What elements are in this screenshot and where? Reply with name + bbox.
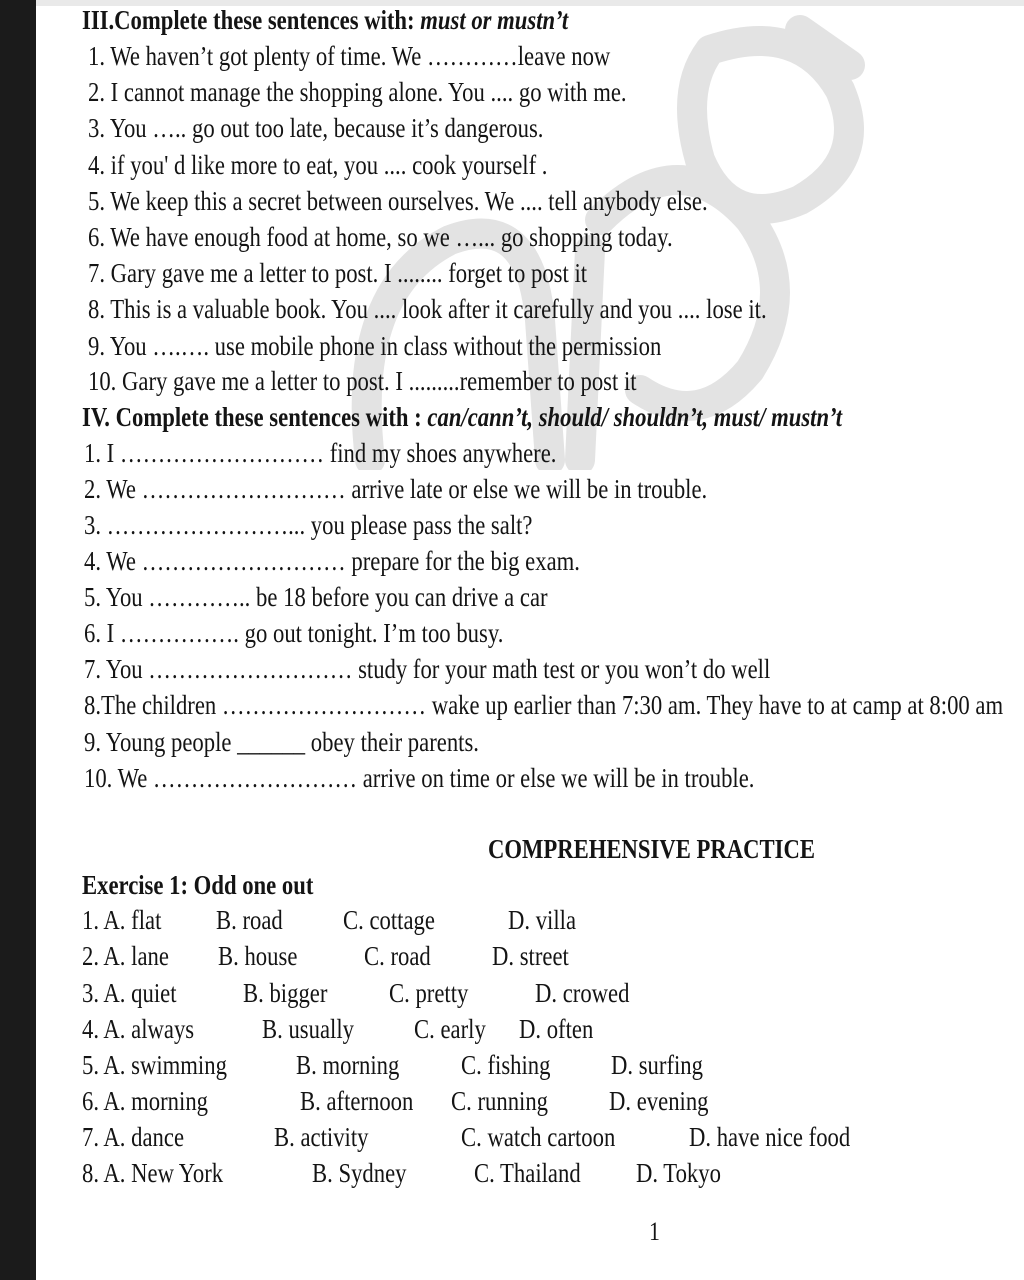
section-4-item: 7. You ……………………… study for your math test or you won’t do well (84, 654, 771, 684)
worksheet-page (36, 0, 1024, 1280)
odd-one-out-option-c: C. running (451, 1086, 549, 1116)
section-3-item: 6. We have enough food at home, so we …... go shopping today. (88, 222, 673, 252)
section-3-heading-emphasis: must or mustn’t (420, 5, 569, 35)
section-4-item: 10. We ……………………… arrive on time or else we will be in trouble. (84, 763, 755, 793)
odd-one-out-option-b: B. Sydney (312, 1158, 407, 1188)
section-3-item: 10. Gary gave me a letter to post. I .........remember to post it (88, 366, 637, 396)
section-4-item: 1. I ……………………… find my shoes anywhere. (84, 438, 557, 468)
odd-one-out-option-c: C. cottage (343, 905, 435, 935)
odd-one-out-option-d: D. surfing (611, 1050, 703, 1080)
page-number: 1 (649, 1217, 660, 1246)
left-dark-border (0, 0, 36, 1280)
odd-one-out-option-b: B. afternoon (300, 1086, 414, 1116)
odd-one-out-option-a: 6. A. morning (82, 1086, 209, 1116)
odd-one-out-option-c: C. watch cartoon (461, 1122, 616, 1152)
odd-one-out-option-b: B. house (218, 941, 298, 971)
odd-one-out-option-b: B. road (216, 905, 283, 935)
odd-one-out-option-d: D. have nice food (689, 1122, 851, 1152)
odd-one-out-option-a: 1. A. flat (82, 905, 162, 935)
odd-one-out-option-c: C. early (414, 1014, 486, 1044)
odd-one-out-option-a: 3. A. quiet (82, 978, 177, 1008)
section-3-item: 5. We keep this a secret between ourselves. We .... tell anybody else. (88, 186, 708, 216)
section-4-item: 3. ……………………... you please pass the salt? (84, 510, 533, 540)
odd-one-out-option-d: D. evening (609, 1086, 709, 1116)
odd-one-out-option-d: D. villa (508, 905, 577, 935)
section-4-item: 5. You ………….. be 18 before you can drive a car (84, 582, 548, 612)
odd-one-out-option-d: D. often (519, 1014, 594, 1044)
odd-one-out-option-b: B. bigger (243, 978, 328, 1008)
section-4-heading (82, 401, 842, 433)
section-3-heading-text: III.Complete these sentences with: (82, 5, 421, 35)
section-3-item: 9. You ….…. use mobile phone in class without the permission (88, 331, 662, 361)
section-4-item: 6. I ……………. go out tonight. I’m too busy. (84, 618, 504, 648)
odd-one-out-option-b: B. usually (262, 1014, 354, 1044)
odd-one-out-option-a: 5. A. swimming (82, 1050, 227, 1080)
section-3-item: 7. Gary gave me a letter to post. I ........ forget to post it (88, 258, 588, 288)
section-4-item: 2. We ……………………… arrive late or else we will be in trouble. (84, 474, 708, 504)
odd-one-out-option-b: B. activity (274, 1122, 369, 1152)
odd-one-out-option-b: B. morning (296, 1050, 400, 1080)
section-3-item: 1. We haven’t got plenty of time. We …………leave now (88, 41, 611, 71)
odd-one-out-option-d: D. street (492, 941, 569, 971)
odd-one-out-option-a: 2. A. lane (82, 941, 169, 971)
section-3-item: 2. I cannot manage the shopping alone. You .... go with me. (88, 77, 627, 107)
odd-one-out-option-c: C. pretty (389, 978, 469, 1008)
odd-one-out-option-c: C. road (364, 941, 431, 971)
section-4-heading-text: IV. Complete these sentences with : (82, 402, 428, 432)
section-3-heading (82, 4, 568, 36)
section-3-item: 3. You ….. go out too late, because it’s dangerous. (88, 113, 544, 143)
exercise-1-title: Exercise 1: Odd one out (82, 870, 314, 900)
section-3-item: 8. This is a valuable book. You .... look after it carefully and you .... lose it. (88, 294, 767, 324)
odd-one-out-option-d: D. Tokyo (636, 1158, 721, 1188)
section-4-item: 9. Young people ______ obey their parents. (84, 727, 479, 757)
odd-one-out-option-d: D. crowed (535, 978, 630, 1008)
section-4-heading-emphasis: can/cann’t, should/ shouldn’t, must/ mustn’t (427, 402, 843, 432)
odd-one-out-option-a: 7. A. dance (82, 1122, 185, 1152)
comprehensive-practice-title: COMPREHENSIVE PRACTICE (488, 834, 816, 864)
section-3-item: 4. if you' d like more to eat, you .... cook yourself . (88, 150, 548, 180)
section-4-item: 8.The children ……………………… wake up earlier than 7:30 am. They have to at camp at 8:00 am (84, 690, 1004, 720)
odd-one-out-option-c: C. fishing (461, 1050, 551, 1080)
section-4-item: 4. We ……………………… prepare for the big exam. (84, 546, 580, 576)
odd-one-out-option-c: C. Thailand (474, 1158, 581, 1188)
odd-one-out-option-a: 4. A. always (82, 1014, 195, 1044)
odd-one-out-option-a: 8. A. New York (82, 1158, 224, 1188)
